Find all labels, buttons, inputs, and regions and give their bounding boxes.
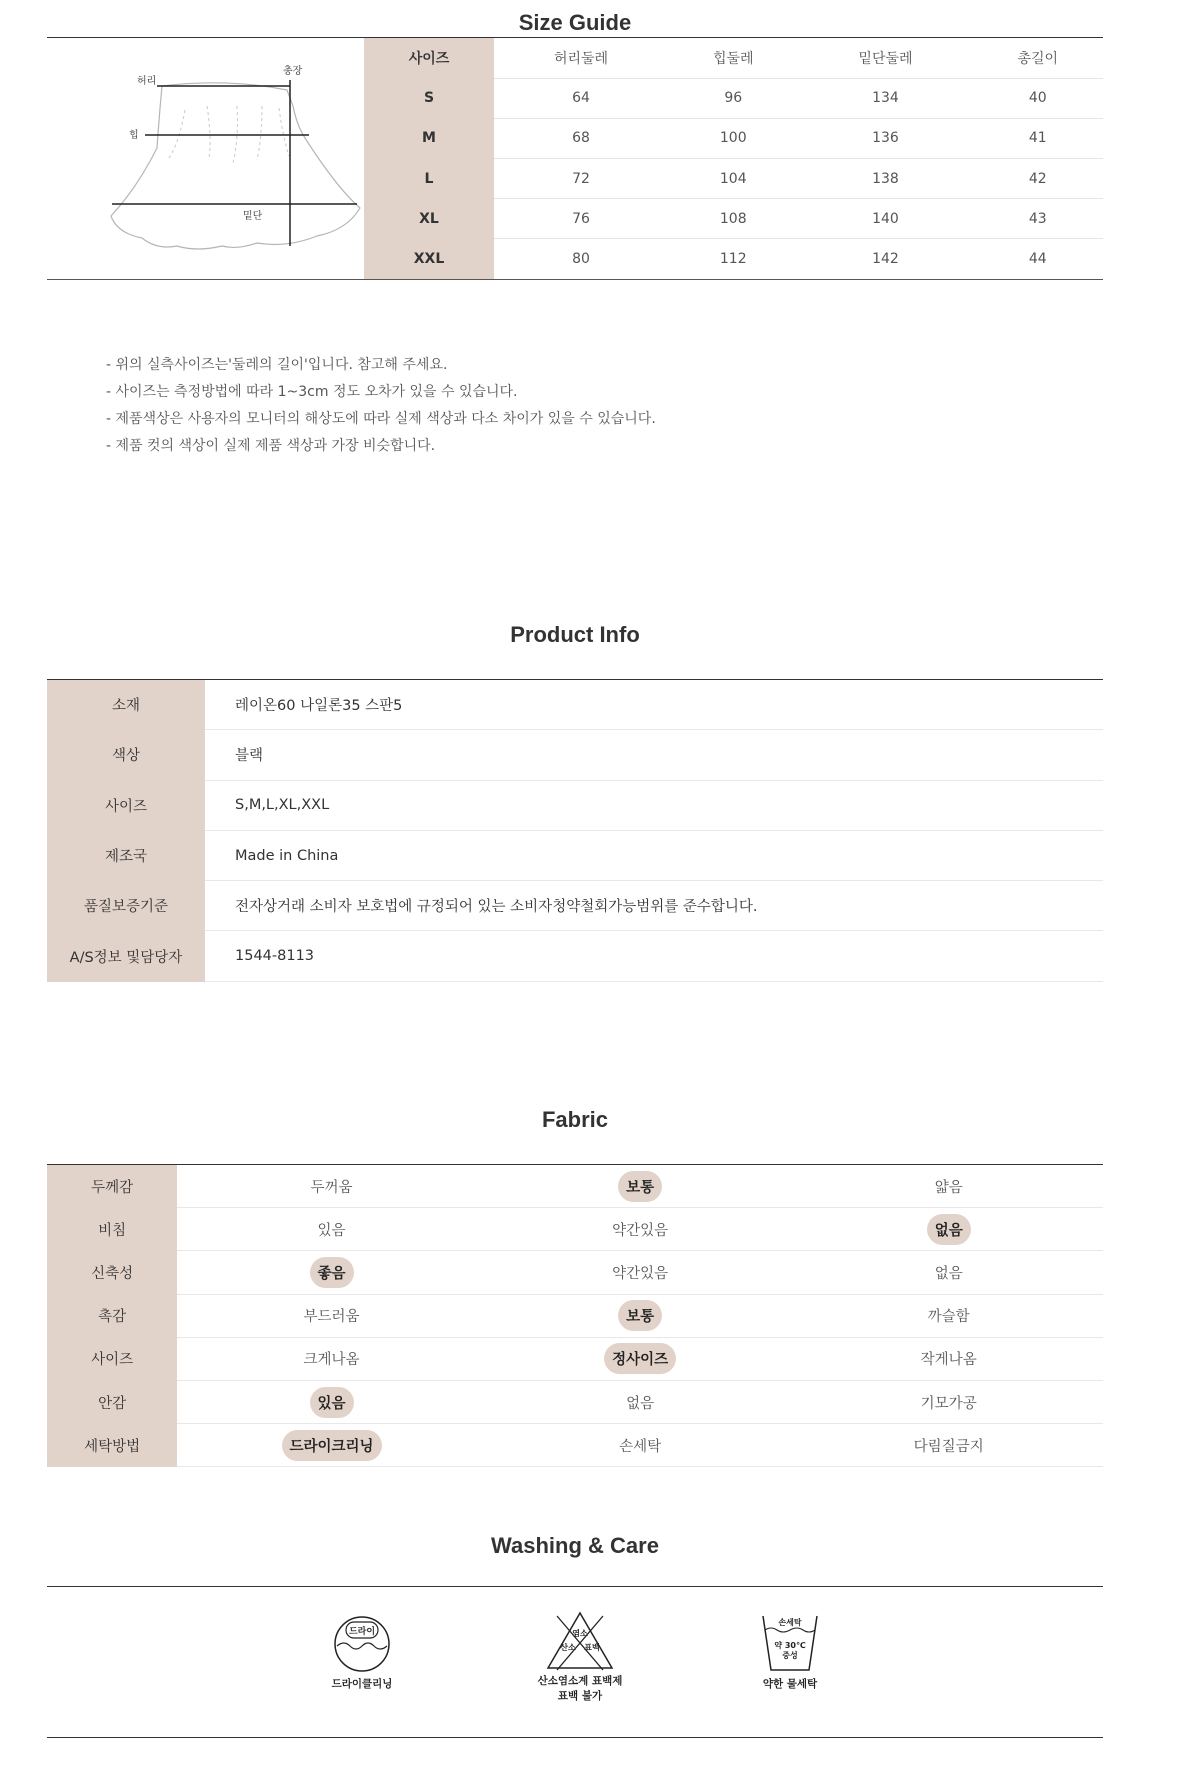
- fabric-option-cell: [177, 1208, 486, 1251]
- care-no-bleach: [525, 1610, 635, 1703]
- size-cell: 80: [572, 251, 590, 268]
- fabric-option-cell: [177, 1424, 486, 1467]
- diagram-label-waist: 허리: [137, 76, 157, 87]
- fabric-option-selected: 드라이크리닝: [282, 1430, 382, 1461]
- info-value: 블랙: [205, 730, 1103, 780]
- info-value: S,M,L,XL,XXL: [205, 780, 1103, 830]
- fabric-label: 비침: [47, 1208, 177, 1251]
- size-header-cell: 밑단둘레: [798, 38, 972, 78]
- gentle-wash-icon: [759, 1612, 821, 1674]
- fabric-option-cell: [794, 1424, 1103, 1467]
- size-table-row: [364, 78, 1103, 118]
- size-cell: 138: [798, 159, 972, 199]
- fabric-option-cell: [486, 1251, 795, 1294]
- fabric-label: 사이즈: [47, 1337, 177, 1380]
- size-cell: 96: [668, 78, 798, 118]
- bleach-symbol-text: 표백: [584, 1643, 600, 1652]
- fabric-option-cell: [177, 1294, 486, 1337]
- diagram-label-length: 총장: [283, 66, 303, 77]
- wash-symbol-text: 손세탁: [778, 1618, 802, 1627]
- info-row: [47, 830, 1103, 880]
- size-header-cell: 총길이: [972, 38, 1103, 78]
- fabric-label: 신축성: [47, 1251, 177, 1294]
- fabric-option: 있음: [317, 1222, 346, 1239]
- dry-clean-icon: [332, 1614, 392, 1674]
- fabric-option: 까슬함: [927, 1309, 970, 1326]
- fabric-option-cell: [486, 1380, 795, 1423]
- size-cell: 108: [668, 199, 798, 239]
- fabric-option-cell: [177, 1165, 486, 1208]
- size-header-cell: 사이즈: [364, 38, 494, 78]
- info-label: 품질보증기준: [47, 881, 205, 931]
- size-label: S: [364, 78, 494, 118]
- size-table-row: [364, 199, 1103, 239]
- fabric-option-cell: [794, 1251, 1103, 1294]
- fabric-label: 안감: [47, 1380, 177, 1423]
- fabric-option: 없음: [934, 1265, 963, 1282]
- fabric-option-cell: [177, 1337, 486, 1380]
- size-cell: 40: [972, 78, 1103, 118]
- size-header-cell: 힙둘레: [668, 38, 798, 78]
- fabric-option-selected: 좋음: [310, 1257, 354, 1288]
- fabric-option-cell: [794, 1294, 1103, 1337]
- dry-clean-symbol-text: 드라이: [348, 1627, 376, 1637]
- care-caption: 표백 불가: [557, 1690, 603, 1702]
- fabric-option: 부드러움: [303, 1309, 360, 1326]
- no-bleach-icon: [545, 1610, 615, 1672]
- fabric-row: [47, 1424, 1103, 1467]
- size-cell: 41: [972, 118, 1103, 158]
- info-row: [47, 931, 1103, 981]
- size-notes: [106, 352, 656, 460]
- care-dry-clean: [312, 1614, 412, 1691]
- fabric-option-cell: [486, 1294, 795, 1337]
- fabric-title: Fabric: [541, 1107, 609, 1132]
- size-cell: 76: [494, 199, 668, 239]
- fabric-row: [47, 1251, 1103, 1294]
- fabric-option: 작게나옴: [920, 1352, 977, 1369]
- size-label: M: [364, 118, 494, 158]
- diagram-label-hem: 밑단: [243, 211, 263, 222]
- fabric-label: 촉감: [47, 1294, 177, 1337]
- care-gentle-wash: [740, 1612, 840, 1691]
- fabric-option-selected: 있음: [310, 1387, 354, 1418]
- info-label: 색상: [47, 730, 205, 780]
- bleach-symbol-text: 산소: [560, 1643, 576, 1652]
- care-caption: 산소염소계 표백제: [537, 1675, 623, 1687]
- fabric-option-selected: 정사이즈: [604, 1343, 676, 1374]
- wash-symbol-text: 중성: [782, 1651, 798, 1660]
- fabric-table: [47, 1164, 1103, 1467]
- fabric-option: 기모가공: [920, 1395, 977, 1412]
- fabric-option-cell: [486, 1337, 795, 1380]
- size-cell: 112: [719, 251, 747, 268]
- size-cell: 44: [1028, 251, 1047, 268]
- size-label: XL: [364, 199, 494, 239]
- fabric-label: 세탁방법: [47, 1424, 177, 1467]
- product-info-table: [47, 679, 1103, 982]
- fabric-option-cell: [177, 1251, 486, 1294]
- info-label: 제조국: [47, 830, 205, 880]
- fabric-option: 크게나옴: [303, 1352, 360, 1369]
- care-caption: 약한 물세탁: [762, 1678, 818, 1690]
- size-table-row: [364, 118, 1103, 158]
- fabric-option-cell: [794, 1337, 1103, 1380]
- fabric-option-cell: [486, 1165, 795, 1208]
- diagram-label-hip: 힙: [129, 130, 139, 141]
- note-line: - 사이즈는 측정방법에 따라 1~3cm 정도 오차가 있을 수 있습니다.: [106, 384, 518, 400]
- size-cell: 64: [494, 78, 668, 118]
- size-cell: 140: [798, 199, 972, 239]
- fabric-option: 손세탁: [619, 1438, 662, 1455]
- info-label: A/S정보 및담당자: [47, 931, 205, 981]
- fabric-option-cell: [794, 1165, 1103, 1208]
- skirt-diagram: [47, 38, 364, 279]
- size-guide-section: [47, 37, 1103, 280]
- divider: [47, 1586, 1103, 1587]
- fabric-option-cell: [177, 1380, 486, 1423]
- size-cell: 43: [972, 199, 1103, 239]
- size-cell: 136: [798, 118, 972, 158]
- fabric-option: 다림질금지: [913, 1438, 984, 1455]
- size-table-row: [364, 239, 1103, 279]
- washing-title: Washing & Care: [491, 1533, 659, 1558]
- size-cell: 100: [668, 118, 798, 158]
- size-cell: 68: [494, 118, 668, 158]
- care-caption: 드라이클리닝: [331, 1678, 393, 1690]
- fabric-row: [47, 1294, 1103, 1337]
- size-header-cell: 허리둘레: [494, 38, 668, 78]
- bleach-symbol-text: 염소: [572, 1629, 588, 1638]
- fabric-row: [47, 1165, 1103, 1208]
- info-row: [47, 730, 1103, 780]
- size-label: XXL: [364, 239, 494, 279]
- info-value: Made in China: [205, 830, 1103, 880]
- info-value: 1544-8113: [205, 931, 1103, 981]
- fabric-label: 두께감: [47, 1165, 177, 1208]
- fabric-option: 얇음: [934, 1179, 963, 1196]
- skirt-illustration-icon: [47, 38, 364, 279]
- fabric-option: 약간있음: [612, 1222, 669, 1239]
- fabric-option: 두꺼움: [310, 1179, 353, 1196]
- fabric-option-cell: [486, 1424, 795, 1467]
- fabric-row: [47, 1208, 1103, 1251]
- info-value: 레이온60 나일론35 스판5: [205, 680, 1103, 730]
- size-cell: 142: [872, 251, 899, 268]
- fabric-option-cell: [794, 1380, 1103, 1423]
- info-row: [47, 780, 1103, 830]
- info-label: 사이즈: [47, 780, 205, 830]
- fabric-option-cell: [486, 1208, 795, 1251]
- size-cell: 72: [494, 159, 668, 199]
- fabric-option-selected: 없음: [927, 1214, 971, 1245]
- product-info-title: Product Info: [510, 622, 640, 647]
- size-cell: 104: [668, 159, 798, 199]
- size-table-header: [364, 38, 1103, 78]
- size-guide-title: Size Guide: [518, 10, 632, 35]
- size-cell: 42: [972, 159, 1103, 199]
- size-table-row: [364, 159, 1103, 199]
- info-value: 전자상거래 소비자 보호법에 규정되어 있는 소비자청약철회가능범위를 준수합니다.: [205, 881, 1103, 931]
- size-cell: 134: [798, 78, 972, 118]
- divider: [47, 1737, 1103, 1738]
- wash-symbol-text: 약 30℃: [774, 1641, 806, 1650]
- size-table: [364, 38, 1103, 279]
- info-row: [47, 881, 1103, 931]
- info-row: [47, 680, 1103, 730]
- note-line: - 위의 실측사이즈는'둘레의 길이'입니다. 참고해 주세요.: [106, 357, 448, 373]
- fabric-row: [47, 1380, 1103, 1423]
- note-line: - 제품색상은 사용자의 모니터의 해상도에 따라 실제 색상과 다소 차이가 있을 수 있습니다.: [106, 411, 656, 427]
- fabric-option: 약간있음: [612, 1265, 669, 1282]
- fabric-option-selected: 보통: [618, 1171, 662, 1202]
- fabric-row: [47, 1337, 1103, 1380]
- fabric-option: 없음: [626, 1395, 655, 1412]
- fabric-option-selected: 보통: [618, 1300, 662, 1331]
- size-label: L: [364, 159, 494, 199]
- fabric-option-cell: [794, 1208, 1103, 1251]
- note-line: - 제품 컷의 색상이 실제 제품 색상과 가장 비슷합니다.: [106, 438, 436, 454]
- info-label: 소재: [47, 680, 205, 730]
